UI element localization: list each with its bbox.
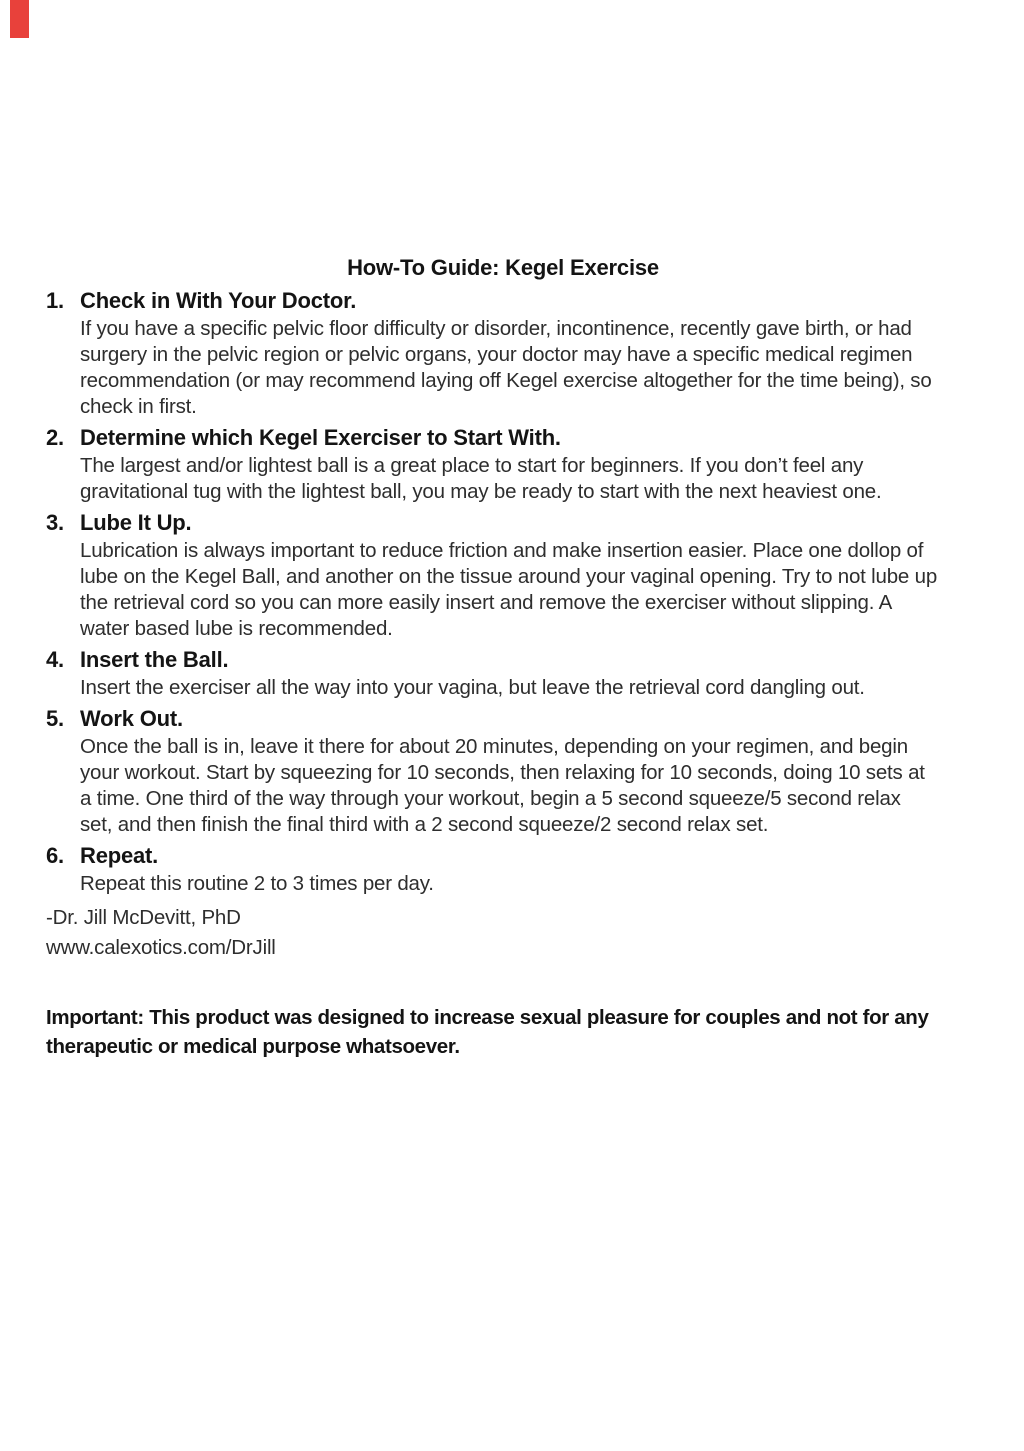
step-body: Repeat this routine 2 to 3 times per day. <box>80 872 434 895</box>
step-body: Lubrication is always important to reduce friction and make insertion easier. Place one dollop of lube on the Kegel Ball, and another on the tissue around your vaginal opening. Try to not lube up the retrieval cord so you can more easily insert and remove the exerciser without slipping. A water based lube is recommended. <box>80 539 938 640</box>
step-item-4 <box>46 646 978 701</box>
step-number: 6. <box>46 843 64 868</box>
step-item-2 <box>46 424 978 505</box>
step-number: 4. <box>46 647 64 672</box>
step-heading: Work Out. <box>80 706 183 731</box>
step-heading: Repeat. <box>80 843 159 868</box>
page-title: How-To Guide: Kegel Exercise <box>347 255 659 280</box>
step-number: 3. <box>46 510 64 535</box>
step-number: 2. <box>46 425 64 450</box>
step-heading: Insert the Ball. <box>80 647 229 672</box>
step-number: 5. <box>46 706 64 731</box>
step-heading-row <box>46 842 978 870</box>
website-text: www.calexotics.com/DrJill <box>46 936 276 959</box>
step-heading-row <box>46 287 978 315</box>
step-item-1 <box>46 287 978 420</box>
step-item-3 <box>46 509 978 642</box>
step-body: Once the ball is in, leave it there for about 20 minutes, depending on your regimen, and begin your workout. Start by squeezing for 10 seconds, then relaxing for 10 seconds, doing 10 sets at a time. One third of the way through your workout, begin a 5 second squeeze/5 second relax set, and then finish the final third with a 2 second squeeze/2 second relax set. <box>80 735 925 836</box>
author-byline: -Dr. Jill McDevitt, PhD <box>46 906 241 929</box>
step-heading-row <box>46 509 978 537</box>
document-content <box>46 254 978 1061</box>
important-notice: Important: This product was designed to increase sexual pleasure for couples and not for any therapeutic or medical purpose whatsoever. <box>46 1006 929 1058</box>
red-print-mark <box>10 0 29 38</box>
step-heading: Lube It Up. <box>80 510 192 535</box>
step-number: 1. <box>46 288 64 313</box>
step-heading: Check in With Your Doctor. <box>80 288 357 313</box>
step-heading-row <box>46 705 978 733</box>
step-item-5 <box>46 705 978 838</box>
step-heading: Determine which Kegel Exerciser to Start With. <box>80 425 561 450</box>
step-heading-row <box>46 424 978 452</box>
step-heading-row <box>46 646 978 674</box>
step-body: The largest and/or lightest ball is a great place to start for beginners. If you don’t feel any gravitational tug with the lightest ball, you may be ready to start with the next heaviest one. <box>80 454 882 503</box>
step-item-6 <box>46 842 978 897</box>
step-body: Insert the exerciser all the way into your vagina, but leave the retrieval cord dangling out. <box>80 676 865 699</box>
step-body: If you have a specific pelvic floor difficulty or disorder, incontinence, recently gave birth, or had surgery in the pelvic region or pelvic organs, your doctor may have a specific medical regimen recommendation (or may recommend laying off Kegel exercise altogether for the time being), so check in first. <box>80 317 932 418</box>
